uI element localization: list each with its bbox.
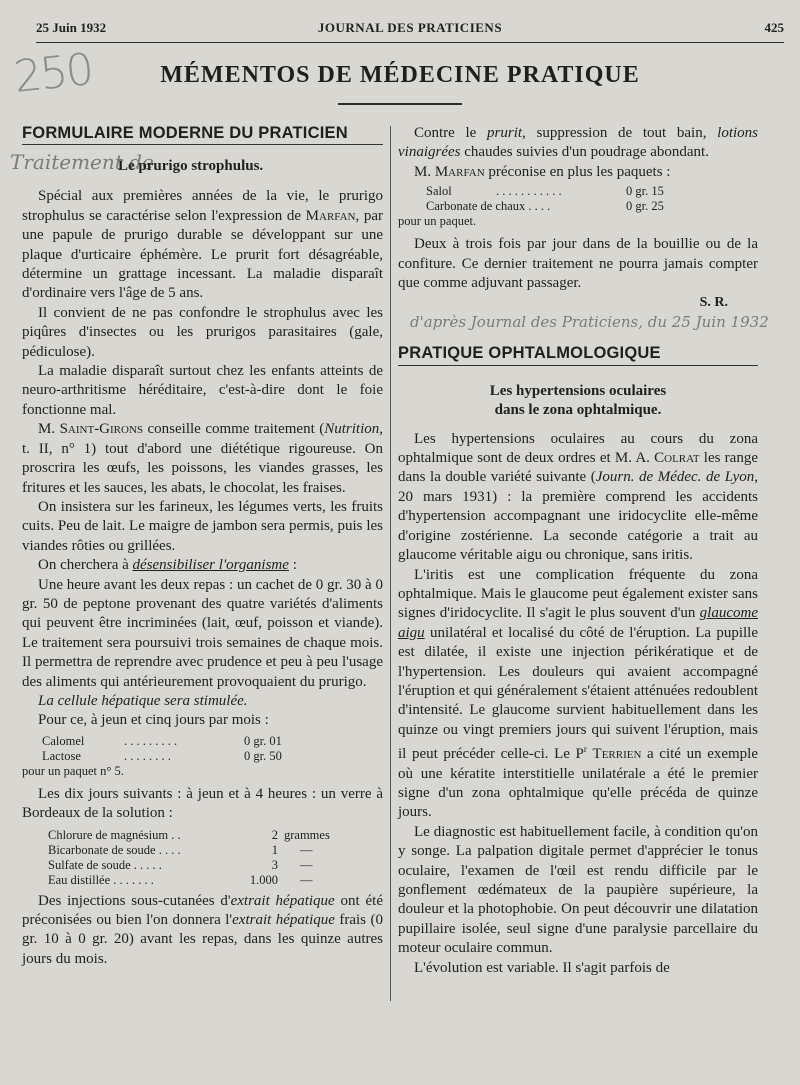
handwritten-number: 250 [11, 44, 95, 103]
section-title-formulaire: FORMULAIRE MODERNE DU PRATICIEN [22, 124, 383, 145]
paragraph: Pour ce, à jeun et cinq jours par mois : [38, 712, 269, 729]
section-title-ophtalmo: PRATIQUE OPHTALMOLOGIQUE [398, 344, 758, 365]
paragraph: On insistera sur les farineux, les légumes verts, les fruits cuits. Peu de lait. Le maigre de jambon sera permis, puis les viandes rôties ou grillées. [22, 498, 383, 554]
title-underline [338, 103, 462, 105]
paragraph: Deux à trois fois par jour dans de la bouillie ou de la confiture. Ce dernier traitement ne pourra jamais compter que comme adjuvant passager. [398, 236, 758, 292]
left-column [10, 124, 384, 969]
header-page-number: 425 [764, 20, 784, 35]
column-divider [390, 126, 391, 1001]
paragraph: L'iritis est une complication fréquente du zona ophtalmique. Mais le glaucome peut également exister sans signes d'iridocyclite. Il s'agit le plus souvent d'un glaucome aigu unilatéral et localisé du côté de l'éruption. La pupille est dilatée, il existe une injection périkératique et de l'hypertension. Les douleurs qui avaient accompagné l'éruption et qui généralement s'étaient atténuées redoublent d'intensité. Le glaucome survient habituellement dans les quinze ou vingt premiers jours qui suivent l'éruption, mais il peut précéder celle-ci. Le $P^r$ Terrien a cité un exemple où une kératite interstitielle unilatérale a été le premier signe d'un zona ophtalmique qu'elle précéda de quinze jours. [398, 566, 759, 821]
recipe-row: Eau distillée . . . . . . . 1.000 — [48, 872, 313, 887]
recipe-row: Salol . . . . . . . . . . . 0 gr. 15 [426, 184, 664, 199]
paragraph: M. Marfan préconise en plus les paquets : [414, 163, 671, 180]
paragraph: Il convient de ne pas confondre le strophulus avec les piqûres d'insectes ou les prurigos parasitaires (gale, pédiculose). [22, 304, 383, 360]
recipe-solution [48, 828, 330, 888]
paragraph: Spécial aux premières années de la vie, le prurigo strophulus se caractérise selon l'expression de Marfan, par une papule de prurigo durable se développant sur une plaque d'urticaire éphémère. Le prurit fort désagréable, détermine un grattage incessant. La maladie disparaît d'ordinaire vers l'âge de 5 ans. [22, 188, 384, 302]
recipe-note: pour un paquet n° 5. [22, 763, 124, 778]
paragraph: La maladie disparaît surtout chez les enfants atteints de neuro-arthritisme héréditaire, c'est-à-dire dont le foie fonctionne mal. [22, 363, 383, 418]
header-date: 25 Juin 1932 [36, 20, 107, 35]
recipe-salol [426, 184, 664, 214]
header-journal-title: JOURNAL DES PRATICIENS [317, 20, 503, 35]
recipe-row: Calomel . . . . . . . . . 0 gr. 01 [42, 733, 282, 748]
paragraph: M. Saint-Girons conseille comme traitement (Nutrition, t. II, n° 1) tout d'abord une diététique rigoureuse. On proscrira les œufs, les poissons, les viandes grasses, les fritures et les sauces, les abats, le chocolat, les fraises. [22, 421, 383, 496]
paragraph: La cellule hépatique sera stimulée. [38, 692, 248, 709]
signature: S. R. [699, 295, 728, 311]
subtitle-hypertension-2: dans le zona ophtalmique. [494, 401, 662, 418]
page-header [36, 20, 784, 43]
right-column [398, 124, 769, 978]
recipe-row: Carbonate de chaux . . . . 0 gr. 25 [426, 199, 664, 214]
recipe-row: Bicarbonate de soude . . . . 1 — [48, 842, 313, 857]
subtitle-hypertension-1: Les hypertensions oculaires [489, 382, 667, 399]
paragraph: Les hypertensions oculaires au cours du zona ophtalmique sont de deux ordres et M. A. Colrat les range dans la double variété suivante (Journ. de Médec. de Lyon, 20 mars 1931) : la première comprend les accidents d'hypertension accompagnant une iridocyclite elle-même d'origine zostérienne. La seconde catégorie a trait au glaucome véritable aigu ou chronique, sans iritis. [398, 430, 758, 564]
recipe-note: pour un paquet. [398, 214, 477, 229]
paragraph: Une heure avant les deux repas : un cachet de 0 gr. 30 à 0 gr. 50 de peptone provenant des quatre variétés d'aliments qui peuvent être incriminées (lait, œuf, poisson et viande). Le traitement sera poursuivi trois semaines de chaque mois. Il permettra de reprendre avec prudence et peu à peu l'usage des aliments qui antérieurement provoquaient du prurigo. [22, 576, 383, 690]
subtitle-row [10, 145, 383, 179]
handwritten-source: d'après Journal des Praticiens, du 25 Juin 1932 [410, 312, 769, 331]
paragraph: Le diagnostic est habituellement facile, à condition qu'on y songe. La palpation digitale permet d'apprécier le tonus oculaire, l'examen de l'œil est rendu difficile par le gonflement œdémateux de la paupière supérieure, la douleur et la photophobie. On peut découvrir une dilatation pupillaire isolée, seul signe d'une paralysie parcellaire du moteur oculaire commun. [398, 823, 758, 957]
recipe-row: Lactose . . . . . . . . 0 gr. 50 [42, 748, 282, 763]
recipe-row: Chlorure de magnésium . . 2 grammes [48, 827, 330, 842]
recipe-row: Sulfate de soude . . . . . 3 — [48, 857, 313, 872]
paragraph: Contre le prurit, suppression de tout bain, lotions vinaigrées chaudes suivies d'un poudrage abondant. [398, 125, 758, 161]
recipe-calomel [42, 734, 282, 764]
handwritten-note: Traitement de [10, 150, 154, 175]
subtitle-prurigo: Le prurigo strophulus. [118, 158, 264, 175]
paragraph: L'évolution est variable. Il s'agit parfois de [414, 959, 670, 976]
paragraph: Les dix jours suivants : à jeun et à 4 heures : un verre à Bordeaux de la solution : [22, 785, 383, 822]
paragraph: On cherchera à désensibiliser l'organisme : [38, 557, 297, 574]
main-title: MÉMENTOS DE MÉDECINE PRATIQUE [160, 62, 640, 88]
paragraph: Des injections sous-cutanées d'extrait hépatique ont été préconisées ou bien l'on donnera l'extrait hépatique frais (0 gr. 10 à 0 gr. 20) avant les repas, dans les quinze autres jours du mois. [22, 892, 383, 967]
